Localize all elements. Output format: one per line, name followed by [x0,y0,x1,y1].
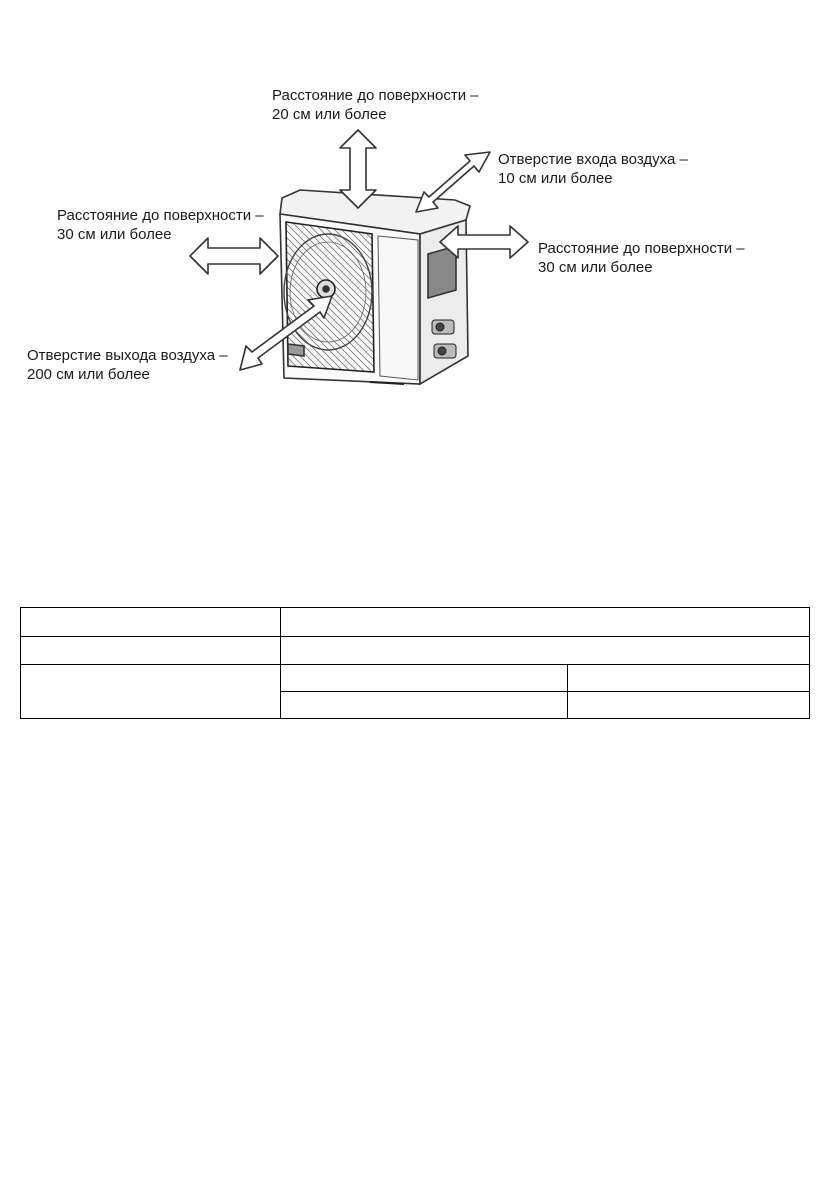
arrow-right-clearance [440,226,528,258]
label-top-clearance: Расстояние до поверхности – 20 см или более [272,87,479,123]
table-col-divider [280,608,281,718]
empty-spec-table [20,607,810,719]
outdoor-unit [280,190,470,384]
label-left-clearance: Расстояние до поверхности – 30 см или более [57,207,264,243]
table-col-divider [567,664,568,718]
label-air-outlet-clearance: Отверстие выхода воздуха – 200 см или более [27,347,228,383]
outdoor-unit-clearance-diagram [0,0,839,400]
table-row-divider [280,691,809,692]
arrow-top-clearance [340,130,376,208]
outdoor-unit-illustration [0,0,839,400]
table-row-divider [21,664,809,665]
label-right-clearance: Расстояние до поверхности – 30 см или более [538,240,745,276]
label-air-inlet-clearance: Отверстие входа воздуха – 10 см или более [498,151,688,187]
table-row-divider [21,636,809,637]
